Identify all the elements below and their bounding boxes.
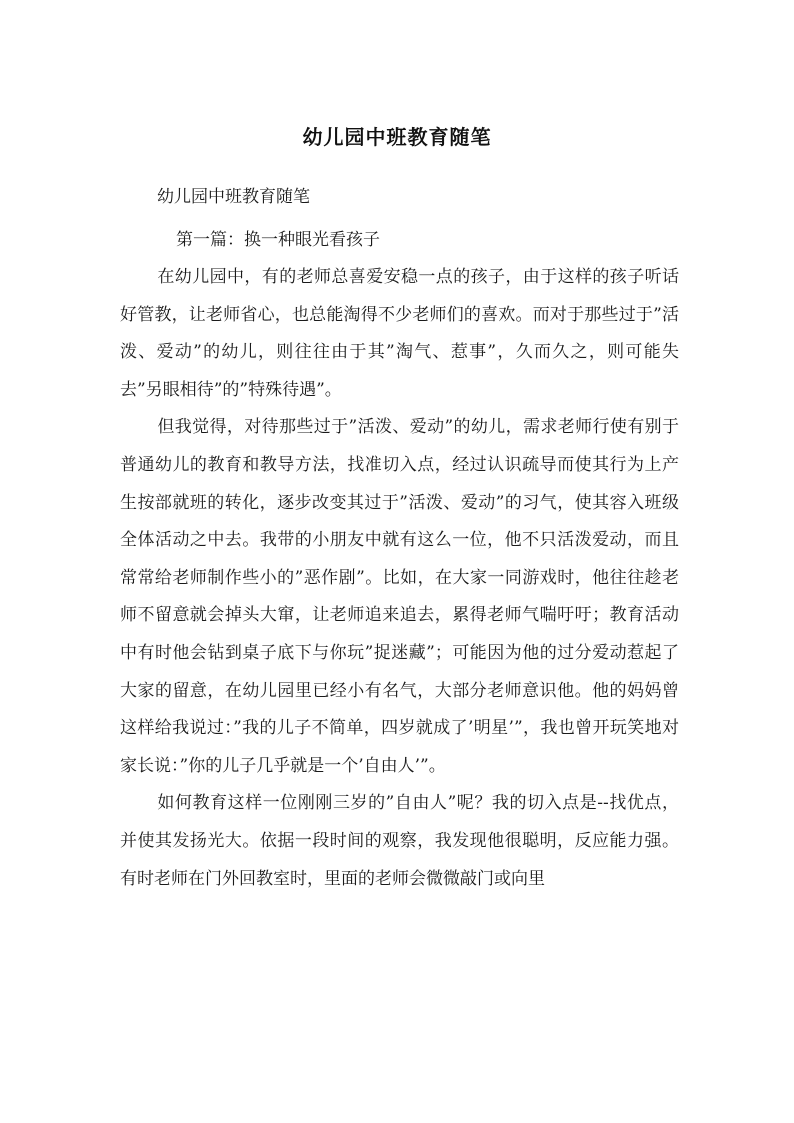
- body-text: [120, 259, 679, 898]
- chapter-heading: 第一篇：换一种眼光看孩子: [176, 230, 380, 250]
- paragraph-1: 在幼儿园中，有的老师总喜爱安稳一点的孩子，由于这样的孩子听话好管教，让老师省心，也总能淘得不少老师们的喜欢。而对于那些过于”活泼、爱动”的幼儿，则往往由于其”淘气、惹事”，久而久之，则可能失去”另眼相待”的”特殊待遇”。: [120, 267, 679, 400]
- document-title: 幼儿园中班教育随笔: [302, 125, 492, 149]
- paragraph-2: 但我觉得，对待那些过于”活泼、爱动”的幼儿，需求老师行使有别于普通幼儿的教育和教导方法，找准切入点，经过认识疏导而使其行为上产生按部就班的转化，逐步改变其过于”活泼、爱动”的习气，使其容入班级全体活动之中去。我带的小朋友中就有这么一位，他不只活泼爱动，而且常常给老师制作些小的”恶作剧”。比如，在大家一同游戏时，他往往趁老师不留意就会掉头大窜，让老师追来追去，累得老师气喘吁吁；教育活动中有时他会钻到桌子底下与你玩”捉迷藏”；可能因为他的过分爱动惹起了大家的留意，在幼儿园里已经小有名气，大部分老师意识他。他的妈妈曾这样给我说过：”我的儿子不简单，四岁就成了’明星’”，我也曾开玩笑地对家长说：”你的儿子几乎就是一个’自由人’”。: [120, 417, 679, 776]
- paragraph-3: 如何教育这样一位刚刚三岁的”自由人”呢？我的切入点是--找优点，并使其发扬光大。依据一段时间的观察，我发现他很聪明，反应能力强。有时老师在门外回教室时，里面的老师会微微敲门或向里: [120, 793, 679, 889]
- document-subtitle: 幼儿园中班教育随笔: [157, 187, 310, 207]
